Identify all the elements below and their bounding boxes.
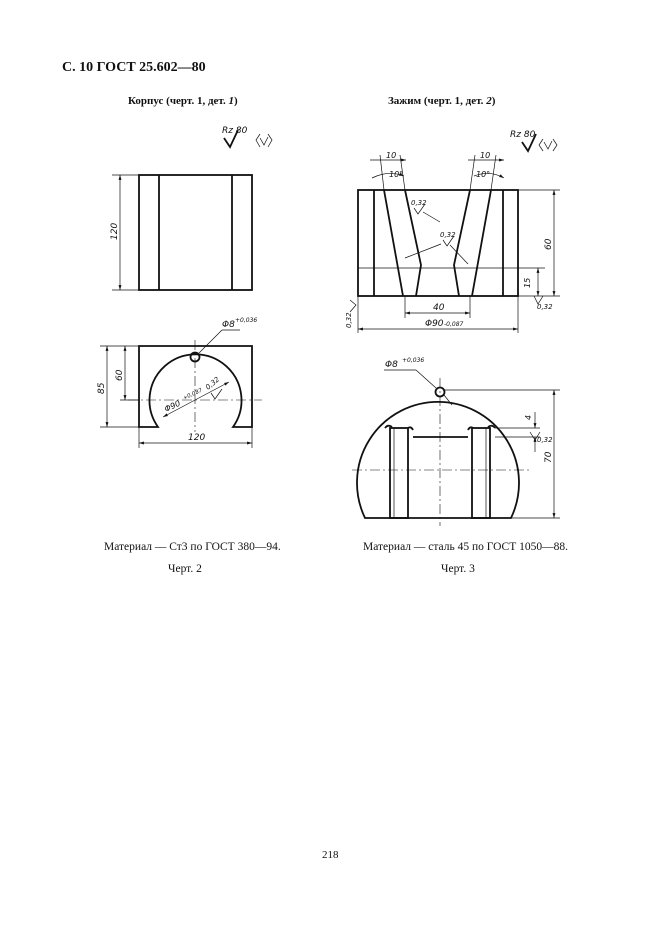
svg-text:10: 10 [386,151,397,160]
roughness-symbol-left [222,126,272,147]
left-front-view [110,175,252,290]
svg-text:60: 60 [544,238,554,250]
page-header: С. 10 ГОСТ 25.602—80 [62,60,206,75]
right-drawing-number: Черт. 3 [441,563,475,575]
svg-text:120: 120 [110,222,120,240]
right-front-view [345,151,560,333]
svg-text:0,32: 0,32 [204,375,222,392]
svg-text:0,32: 0,32 [537,303,553,311]
left-drawing-number: Черт. 2 [168,563,202,575]
page-number: 218 [322,849,339,861]
svg-text:4: 4 [524,414,533,420]
roughness-symbol-right [510,130,557,151]
right-material-caption: Материал — сталь 45 по ГОСТ 1050—88. [363,541,569,553]
svg-text:120: 120 [188,433,206,443]
svg-text:+0,036: +0,036 [402,357,425,364]
svg-text:10°: 10° [389,170,404,179]
svg-text:60: 60 [115,369,125,381]
svg-text:0,32: 0,32 [440,231,456,239]
svg-text:0,32: 0,32 [537,436,553,444]
svg-text:Rz 80: Rz 80 [222,126,248,136]
svg-text:85: 85 [97,382,107,394]
svg-text:0,32: 0,32 [345,312,353,328]
svg-text:10: 10 [480,151,491,160]
right-figure-title: Зажим (черт. 1, дет. 2) [388,95,496,107]
left-figure-title: Корпус (черт. 1, дет. 1) [128,95,238,107]
right-top-view [352,357,560,526]
svg-text:Φ8: Φ8 [385,360,398,370]
left-top-view [97,317,262,448]
svg-text:Φ90: Φ90 [163,398,182,414]
svg-text:0,32: 0,32 [411,199,427,207]
svg-text:40: 40 [433,303,445,313]
svg-text:+0,036: +0,036 [235,317,258,324]
svg-text:15: 15 [523,277,532,288]
svg-text:Rz 80: Rz 80 [510,130,536,140]
svg-text:Φ90: Φ90 [425,319,444,329]
svg-text:10°: 10° [476,170,491,179]
svg-text:70: 70 [544,451,554,463]
left-material-caption: Материал — Ст3 по ГОСТ 380—94. [104,541,281,553]
svg-text:Φ8: Φ8 [222,320,235,330]
svg-text:+0,087: +0,087 [182,387,204,402]
svg-text:-0,087: -0,087 [444,321,464,328]
